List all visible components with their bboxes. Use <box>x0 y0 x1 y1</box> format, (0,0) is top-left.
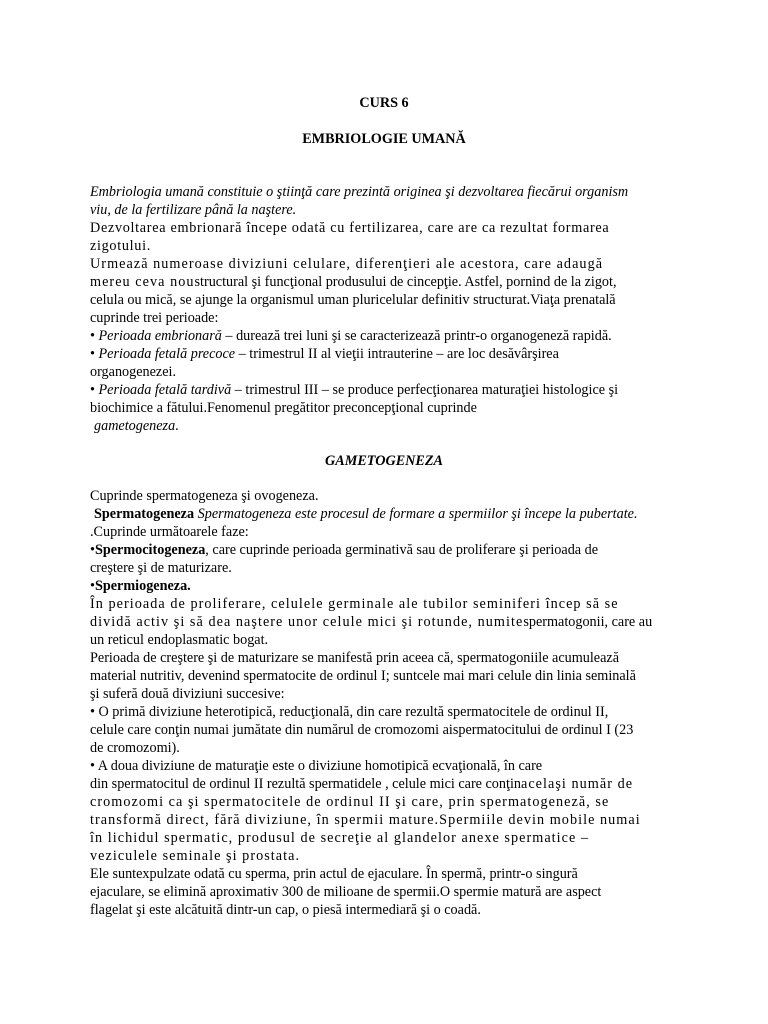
section-line: şi suferă două diviziuni succesive: <box>90 686 285 702</box>
division-item: • A doua diviziune de maturaţie este o diviziune homotipică ecvaţională, în care <box>90 758 543 774</box>
section-line: transformă direct, fără diviziune, în spermii mature.Spermiile devin mobile numai <box>90 812 641 828</box>
section-line: Perioada de creştere şi de maturizare se manifestă prin aceea că, spermatogoniile acumulează <box>90 650 619 666</box>
period-item: • Perioada embrionară – durează trei luni şi se caracterizează printr-o organogeneză rapidă. <box>90 328 612 344</box>
period-item: • Perioada fetală tardivă – trimestrul III – se produce perfecţionarea maturaţiei histologice şi <box>90 382 619 398</box>
section-line: un reticul endoplasmatic bogat. <box>90 632 269 648</box>
section-line: celule care conţin numai jumătate din numărul de cromozomi aispermatocitului de ordinul I (23 <box>90 722 634 738</box>
phase-item: •Spermiogeneza. <box>90 578 191 594</box>
intro-line: viu, de la fertilizare până la naştere. <box>90 202 297 218</box>
division-item: • O primă diviziune heterotipică, reducţională, din care rezultă spermatocitele de ordinul II, <box>90 704 609 720</box>
section-title: GAMETOGENEZA <box>325 453 443 469</box>
section-line: din spermatocitul de ordinul II rezultă spermatidele , celule mici care conţinacelaşi număr de <box>90 776 634 792</box>
course-title: CURS 6 <box>359 95 409 111</box>
intro-line: celula ou mică, se ajunge la organismul uman pluricelular definitiv structurat.Viaţa prenatală <box>90 292 616 308</box>
section-line: de cromozomi). <box>90 740 180 756</box>
intro-line: cuprinde trei perioade: <box>90 310 219 326</box>
intro-line: Dezvoltarea embrionară începe odată cu fertilizarea, care are ca rezultat formarea <box>90 220 610 236</box>
subject-title: EMBRIOLOGIE UMANĂ <box>302 131 466 147</box>
intro-line: gametogeneza. <box>94 418 179 434</box>
intro-line: zigotului. <box>90 238 151 254</box>
gametogenesis-section <box>90 487 690 919</box>
section-line: Spermatogeneza Spermatogeneza este procesul de formare a spermiilor şi începe la pubertate. <box>94 506 638 522</box>
section-line: material nutritiv, devenind spermatocite de ordinul I; suntcele mai mari celule din linia seminală <box>90 668 636 684</box>
section-line: ejaculare, se elimină aproximativ 300 de milioane de spermii.O spermie matură are aspect <box>90 884 602 900</box>
period-item: • Perioada fetală precoce – trimestrul II al vieţii intrauterine – are loc desăvârşirea <box>90 346 559 362</box>
section-line: În perioada de proliferare, celulele germinale ale tubilor seminiferi încep să se <box>90 596 619 612</box>
intro-line: Embriologia umană constituie o ştiinţă care prezintă originea şi dezvoltarea fiecărui organism <box>90 184 629 200</box>
section-line: Cuprinde spermatogeneza şi ovogeneza. <box>90 488 319 504</box>
intro-line: Urmează numeroase diviziuni celulare, diferenţieri ale acestora, care adaugă <box>90 256 604 272</box>
intro-section <box>90 183 690 435</box>
section-line: în lichidul spermatic, produsul de secreţie al glandelor anexe spermatice – <box>90 830 590 846</box>
section-line: veziculele seminale şi prostata. <box>90 848 301 864</box>
section-line: flagelat şi este alcătuită dintr-un cap, o piesă intermediară şi o coadă. <box>90 902 481 918</box>
section-line: cromozomi ca şi spermatocitele de ordinul II şi care, prin spermatogeneză, se <box>90 794 610 810</box>
phase-item: •Spermocitogeneza, care cuprinde perioada germinativă sau de proliferare şi perioada de <box>90 542 599 558</box>
section-line: .Cuprinde următoarele faze: <box>90 524 249 540</box>
intro-line: mereu ceva noustructural şi funcţional produsului de cincepţie. Astfel, pornind de la zigot, <box>90 274 617 290</box>
intro-line: organogenezei. <box>90 364 177 380</box>
section-line: dividă activ şi să dea naştere unor celule mici şi rotunde, numitespermatogonii, care au <box>90 614 653 630</box>
intro-line: biochimice a fătului.Fenomenul pregătitor preconcepţional cuprinde <box>90 400 477 416</box>
section-line: Ele suntexpulzate odată cu sperma, prin actul de ejaculare. În spermă, printr-o singură <box>90 866 578 882</box>
section-line: creştere şi de maturizare. <box>90 560 232 576</box>
